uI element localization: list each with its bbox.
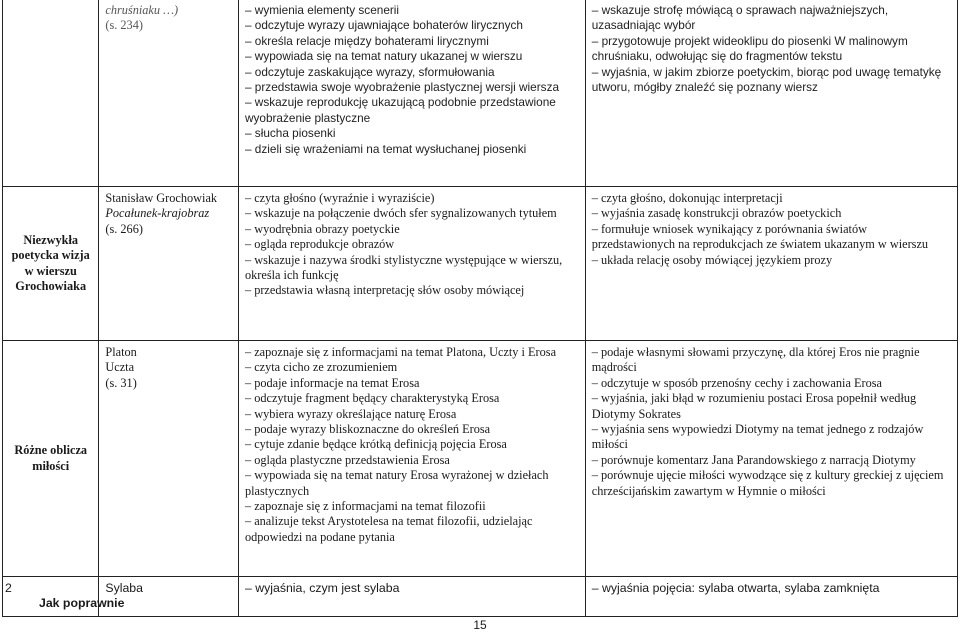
outcomes-cell <box>585 187 957 341</box>
outcome-item: – odczytuje w sposób przenośny cechy i zachowania Erosa <box>591 375 882 390</box>
activity-item: – czyta głośno (wyraźnie i wyraziście) <box>244 191 435 205</box>
text-page: (s. 266) <box>105 221 143 236</box>
outcome-item: – wyjaśnia pojęcia: sylaba otwarta, sylaba zamknięta <box>591 581 880 595</box>
activity-item: – podaje wyrazy bliskoznaczne do określeń Erosa <box>244 422 491 437</box>
activity-item: – ogląda plastyczne przedstawienia Erosa <box>244 452 450 467</box>
activity-item: – analizuje tekst Arystotelesa na temat filozofii, udzielając odpowiedzi na podane pytania <box>244 514 533 544</box>
activity-item: – odczytuje fragment będący charakterystyką Erosa <box>244 391 500 406</box>
activity-item: – określa relacje między bohaterami lirycznymi <box>244 33 489 48</box>
activity-item: – wypowiada się na temat natury ukazanej w wierszu <box>244 49 523 64</box>
outcomes-cell <box>585 341 957 577</box>
outcome-item: – przygotowuje projekt wideoklipu do piosenki W malinowym chruśniaku, odwołując się do fragmentów tekstu <box>591 33 908 64</box>
activity-item: – zapoznaje się z informacjami na temat Platona, Uczty i Erosa <box>244 345 557 359</box>
outcome-item: – porównuje ujęcie miłości wywodzące się z kultury greckiej z ujęciem chrześcijańskim zawartym w Hymnie o miłości <box>591 468 944 498</box>
outcome-item: – wskazuje strofę mówiącą o sprawach najważniejszych, uzasadniając wybór <box>591 3 889 33</box>
activity-item: – przedstawia własną interpretację słów osoby mówiącej <box>244 283 525 298</box>
activities-cell <box>238 577 585 617</box>
outcome-item: – czyta głośno, dokonując interpretacji <box>591 191 783 205</box>
text-title: chruśniaku …) <box>105 3 179 17</box>
outcomes-cell <box>585 0 957 187</box>
table-row <box>3 577 958 617</box>
activity-item: – wskazuje i nazywa środki stylistyczne występujące w wierszu, określa ich funkcję <box>244 252 563 283</box>
text-cell <box>99 341 239 577</box>
text-cell <box>99 0 239 187</box>
text-cell <box>99 187 239 341</box>
table-row <box>3 341 958 577</box>
outcome-item: – układa relację osoby mówiącej językiem prozy <box>591 252 833 267</box>
row-number: 2 <box>5 581 12 595</box>
activity-item: – odczytuje zaskakujące wyrazy, sformułowania <box>244 64 495 79</box>
activity-item: – dzieli się wrażeniami na temat wysłuchanej piosenki <box>244 141 527 156</box>
outcome-item: – wyjaśnia zasadę konstrukcji obrazów poetyckich <box>591 206 842 221</box>
table-row <box>3 0 958 187</box>
activity-item: – podaje informacje na temat Erosa <box>244 375 420 390</box>
activity-item: – czyta cicho ze zrozumieniem <box>244 360 398 375</box>
text-author: Platon <box>105 345 137 359</box>
lesson-cell <box>3 0 99 187</box>
activity-item: – wskazuje na połączenie dwóch sfer sygnalizowanych tytułem <box>244 206 557 221</box>
lesson-cell <box>3 341 99 577</box>
activity-item: – wyjaśnia, czym jest sylaba <box>244 581 400 595</box>
text-title: Pocałunek-krajobraz <box>105 206 210 221</box>
lesson-cell <box>3 187 99 341</box>
activity-item: – odczytuje wyrazy ujawniające bohaterów lirycznych <box>244 18 523 33</box>
outcome-item: – wyjaśnia, w jakim zbiorze poetyckim, biorąc pod uwagę tematykę utworu, mógłby znaleźć się poznany wiersz <box>591 64 942 95</box>
activity-item: – słucha piosenki <box>244 126 336 141</box>
text-page: (s. 31) <box>105 375 137 390</box>
activity-item: – wybiera wyrazy określające naturę Erosa <box>244 406 457 421</box>
outcome-item: – podaje własnymi słowami przyczynę, dla której Eros nie pragnie mądrości <box>591 345 920 375</box>
text-author: Stanisław Grochowiak <box>105 191 218 205</box>
activities-cell <box>238 341 585 577</box>
text-title: Sylaba <box>105 581 143 595</box>
activity-item: – wypowiada się na temat natury Erosa wyrażonej w dziełach plastycznych <box>244 468 549 498</box>
activity-item: – wymienia elementy scenerii <box>244 3 400 17</box>
outcome-item: – wyjaśnia, jaki błąd w rozumieniu postaci Erosa popełnił według Diotymy Sokrates <box>591 391 917 421</box>
activity-item: – wskazuje reprodukcję ukazującą podobnie przedstawione wyobrażenie plastyczne <box>244 95 556 125</box>
outcomes-cell <box>585 577 957 617</box>
lesson-title: Niezwykła poetycka wizja w wierszu Grochowiaka <box>11 232 90 293</box>
activity-item: – wyodrębnia obrazy poetyckie <box>244 221 400 236</box>
outcome-item: – formułuje wniosek wynikający z porównania światów przedstawionych na reprodukcjach ze światem ukazanym w wierszu <box>591 221 929 252</box>
activity-item: – ogląda reprodukcje obrazów <box>244 237 395 252</box>
text-page: (s. 234) <box>105 18 143 33</box>
activity-item: – przedstawia swoje wyobrażenie plastycznej wersji wiersza <box>244 80 560 95</box>
lesson-title: Jak poprawnie <box>39 596 125 611</box>
lesson-plan-table <box>2 0 958 617</box>
outcome-item: – porównuje komentarz Jana Parandowskiego z narracją Diotymy <box>591 452 916 467</box>
activity-item: – cytuje zdanie będące krótką definicją pojęcia Erosa <box>244 437 507 452</box>
activities-cell <box>238 0 585 187</box>
activities-cell <box>238 187 585 341</box>
page-number: 15 <box>473 618 487 632</box>
outcome-item: – wyjaśnia sens wypowiedzi Diotymy na temat jednego z rodzajów miłości <box>591 422 924 452</box>
lesson-title: Różne oblicza miłości <box>14 443 88 473</box>
text-title: Uczta <box>105 360 135 375</box>
table-row <box>3 187 958 341</box>
activity-item: – zapoznaje się z informacjami na temat filozofii <box>244 499 486 514</box>
